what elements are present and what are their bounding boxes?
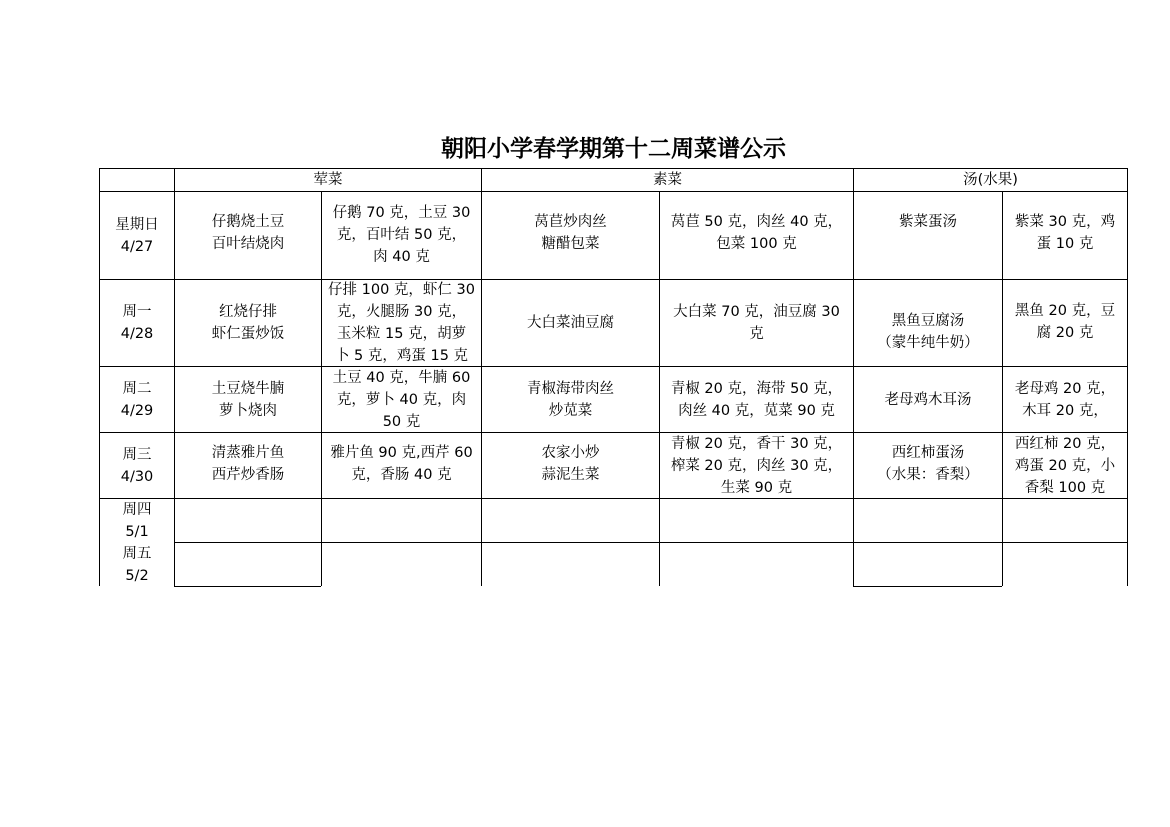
day-cell: 星期日 4/27 [115,216,159,255]
veg-dish-cell: 青椒海带肉丝 炒苋菜 [527,380,614,419]
soup-qty-cell: 西红柿 20 克， 鸡蛋 20 克，小 香梨 100 克 [1014,435,1116,496]
veg-qty-cell: 青椒 20 克，海带 50 克， 肉丝 40 克，苋菜 90 克 [670,380,843,419]
meat-qty-cell [322,543,481,586]
soup-dish-cell: 紫菜蛋汤 [899,214,957,230]
meat-qty-cell: 仔排 100 克，虾仁 30 克，火腿肠 30 克， 玉米粒 15 克，胡萝 卜 5 克，鸡蛋 15 克 [328,282,475,364]
header-meat: 荤菜 [313,172,343,188]
soup-qty-cell: 黑鱼 20 克，豆 腐 20 克 [1014,303,1116,341]
soup-qty-cell [1003,543,1127,586]
table-border [174,586,321,587]
veg-dish-cell [482,499,659,542]
day-cell: 周二 4/29 [120,380,154,419]
meat-dish-cell: 仔鹅烧土豆 百叶结烧肉 [211,214,285,252]
soup-qty-cell: 紫菜 30 克，鸡 蛋 10 克 [1014,214,1116,252]
soup-dish-cell [854,543,1002,586]
meat-dish-cell: 土豆烧牛腩 萝卜烧肉 [211,380,285,419]
meat-qty-cell: 土豆 40 克，牛腩 60 克，萝卜 40 克，肉 50 克 [332,369,471,430]
page-title: 朝阳小学春学期第十二周菜谱公示 [441,136,786,162]
veg-qty-cell [660,543,853,586]
meat-qty-cell [322,499,481,542]
meat-dish-cell [175,499,321,542]
soup-qty-cell [1003,499,1127,542]
veg-dish-cell: 农家小炒 蒜泥生菜 [541,445,600,483]
veg-qty-cell: 大白菜 70 克，油豆腐 30 克 [673,304,840,342]
meat-qty-cell: 雅片鱼 90 克,西芹 60 克，香肠 40 克 [330,445,473,483]
veg-dish-cell: 莴苣炒肉丝 糖醋包菜 [534,214,607,252]
day-cell: 周五 5/2 [122,545,152,584]
soup-dish-cell [854,499,1002,542]
soup-dish-cell: 老母鸡木耳汤 [884,391,972,408]
veg-dish-cell [482,543,659,586]
meat-dish-cell: 清蒸雅片鱼 西芹炒香肠 [211,445,285,483]
veg-dish-cell: 大白菜油豆腐 [527,315,614,331]
soup-dish-cell: 西红柿蛋汤 （水果：香梨） [877,445,979,483]
header-veg: 素菜 [653,172,682,188]
table-border [1127,168,1128,586]
meat-dish-cell [175,543,321,586]
table-border [853,586,1002,587]
day-cell: 周三 4/30 [120,446,154,485]
meat-dish-cell: 红烧仔排 虾仁蛋炒饭 [211,304,285,342]
day-cell: 周四 5/1 [122,501,152,540]
veg-qty-cell: 莴苣 50 克，肉丝 40 克， 包菜 100 克 [670,214,843,252]
veg-qty-cell: 青椒 20 克，香干 30 克， 榨菜 20 克，肉丝 30 克， 生菜 90 克 [670,435,843,496]
header-soup: 汤(水果) [963,172,1018,188]
veg-qty-cell [660,499,853,542]
day-cell: 周一 4/28 [120,304,154,342]
soup-qty-cell: 老母鸡 20 克， 木耳 20 克， [1014,380,1116,419]
soup-dish-cell: 黑鱼豆腐汤 （蒙牛纯牛奶） [877,313,979,351]
meat-qty-cell: 仔鹅 70 克，土豆 30 克，百叶结 50 克， 肉 40 克 [332,205,471,265]
